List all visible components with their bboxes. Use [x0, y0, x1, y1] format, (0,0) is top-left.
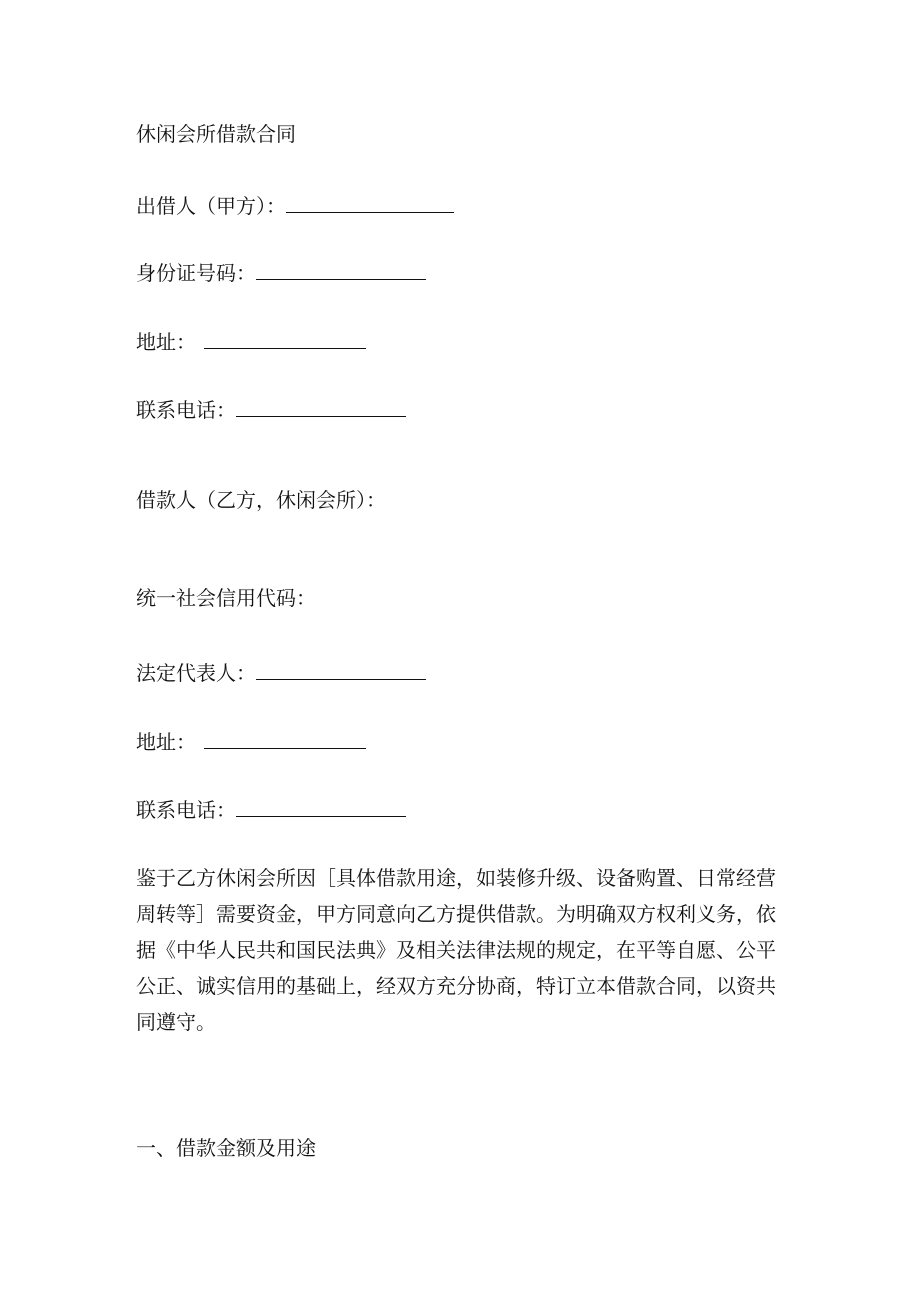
lender-id-line	[136, 259, 426, 285]
lender-phone-blank[interactable]	[236, 396, 406, 417]
preamble-line: 据《中华人民共和国民法典》及相关法律法规的规定，在平等自愿、公平	[136, 938, 776, 962]
lender-name-blank[interactable]	[286, 192, 454, 213]
borrower-credit-code-line: 统一社会信用代码：	[136, 586, 316, 610]
borrower-rep-blank[interactable]	[256, 659, 426, 680]
borrower-address-label: 地址：	[136, 730, 196, 754]
preamble-line: 同遵守。	[136, 1010, 216, 1034]
preamble-paragraph	[136, 860, 786, 1040]
preamble-line: 公正、诚实信用的基础上，经双方充分协商，特订立本借款合同，以资共	[136, 974, 776, 998]
borrower-line: 借款人（乙方，休闲会所）：	[136, 488, 386, 512]
borrower-address-blank[interactable]	[204, 728, 366, 749]
borrower-phone-line	[136, 796, 406, 822]
lender-phone-line	[136, 396, 406, 422]
borrower-rep-line	[136, 659, 426, 685]
lender-phone-label: 联系电话：	[136, 398, 236, 422]
lender-line	[136, 192, 454, 218]
borrower-phone-label: 联系电话：	[136, 798, 236, 822]
lender-address-line	[136, 328, 366, 354]
preamble-line: 鉴于乙方休闲会所因［具体借款用途，如装修升级、设备购置、日常经营	[136, 866, 776, 890]
lender-address-label: 地址：	[136, 330, 196, 354]
lender-address-blank[interactable]	[204, 328, 366, 349]
lender-label: 出借人（甲方）：	[136, 194, 286, 218]
borrower-address-line	[136, 728, 366, 754]
borrower-phone-blank[interactable]	[236, 796, 406, 817]
document-title: 休闲会所借款合同	[136, 122, 296, 146]
section-1-heading: 一、借款金额及用途	[136, 1136, 316, 1160]
preamble-line: 周转等］需要资金，甲方同意向乙方提供借款。为明确双方权利义务，依	[136, 902, 776, 926]
borrower-rep-label: 法定代表人：	[136, 661, 256, 685]
lender-id-label: 身份证号码：	[136, 261, 256, 285]
lender-id-blank[interactable]	[256, 259, 426, 280]
